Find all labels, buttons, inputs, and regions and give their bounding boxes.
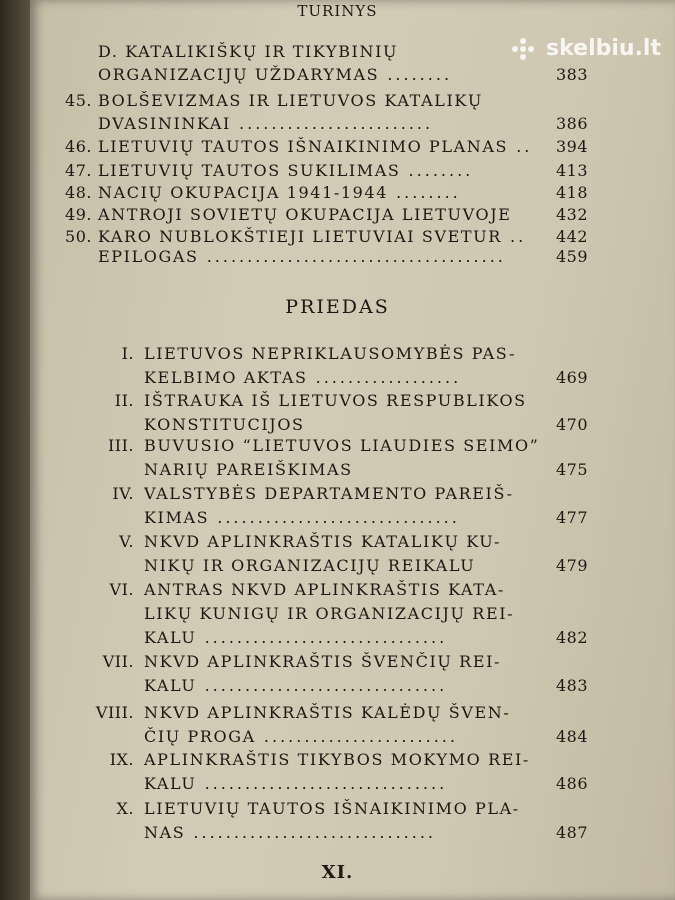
entry-page-number: 413: [556, 161, 589, 180]
entry-number: IV.: [112, 484, 134, 503]
entry-number: 50.: [65, 227, 92, 246]
entry-title-line: APLINKRAŠTIS TIKYBOS MOKYMO REI-: [144, 750, 530, 769]
entry-title-line: LIETUVIŲ TAUTOS IŠNAIKINIMO PLA-: [144, 799, 520, 818]
page-header: TURINYS: [297, 2, 378, 20]
dot-leader: ..............................: [209, 508, 460, 527]
entry-number: IX.: [109, 750, 134, 769]
entry-number: X.: [116, 799, 134, 818]
entry-title-line: NACIŲ OKUPACIJA 1941-1944 ........: [98, 183, 461, 202]
entry-page-number: 479: [556, 556, 589, 575]
entry-number: VIII.: [95, 703, 134, 722]
entry-title-line: EPILOGAS .....................................: [98, 247, 506, 266]
entry-page-number: 418: [556, 183, 589, 202]
dot-leader: ........: [387, 183, 461, 202]
entry-title-line: KIMAS ..............................: [144, 508, 460, 527]
entry-title-line: ANTRAS NKVD APLINKRAŠTIS KATA-: [144, 580, 505, 599]
entry-page-number: 386: [556, 114, 589, 133]
entry-title-line: ČIŲ PROGA ........................: [144, 727, 458, 746]
entry-number: 48.: [65, 183, 92, 202]
entry-title-line: NIKŲ IR ORGANIZACIJŲ REIKALU: [144, 556, 476, 575]
entry-number: III.: [107, 436, 134, 455]
entry-title-line: BUVUSIO “LIETUVOS LIAUDIES SEIMO”: [144, 436, 540, 455]
entry-title-line: IŠTRAUKA IŠ LIETUVOS RESPUBLIKOS: [144, 391, 527, 410]
entry-page-number: 394: [556, 137, 589, 156]
entry-page-number: 469: [556, 368, 589, 387]
entry-title-line: KELBIMO AKTAS ..................: [144, 368, 462, 387]
entry-title-line: KONSTITUCIJOS: [144, 415, 305, 434]
entry-title-line: LIETUVOS NEPRIKLAUSOMYBĖS PAS-: [144, 344, 516, 363]
dot-leader: ..: [508, 137, 533, 156]
entry-page-number: 484: [556, 727, 589, 746]
entry-title-line: LIKŲ KUNIGŲ IR ORGANIZACIJŲ REI-: [144, 604, 515, 623]
entry-page-number: 482: [556, 628, 589, 647]
entry-title-line: LIETUVIŲ TAUTOS IŠNAIKINIMO PLANAS ..: [98, 137, 533, 156]
entry-title-line: ANTROJI SOVIETŲ OKUPACIJA LIETUVOJE: [98, 205, 512, 224]
entry-title-line: KALU ..............................: [144, 676, 448, 695]
entry-title-line: KALU ..............................: [144, 628, 448, 647]
entry-title-line: NKVD APLINKRAŠTIS ŠVENČIŲ REI-: [144, 652, 502, 671]
entry-page-number: 477: [556, 508, 589, 527]
entry-title-line: DVASININKAI ........................: [98, 114, 434, 133]
dot-leader: ........................: [255, 727, 458, 746]
dot-leader: ..............................: [196, 628, 448, 647]
entry-page-number: 487: [556, 823, 589, 842]
entry-title-line: KARO NUBLOKŠTIEJI LIETUVIAI SVETUR ..: [98, 227, 527, 246]
entry-page-number: 470: [556, 415, 589, 434]
entry-title-line: NAS ..............................: [144, 823, 436, 842]
entry-title-line: VALSTYBĖS DEPARTAMENTO PAREIŠ-: [144, 484, 514, 503]
entry-title-line: NARIŲ PAREIŠKIMAS: [144, 460, 353, 479]
watermark-text: skelbiu.lt: [546, 36, 661, 61]
entry-number: II.: [114, 391, 134, 410]
entry-number: I.: [121, 344, 134, 363]
page-number-footer: XI.: [321, 862, 354, 883]
dot-leader: ........................: [230, 114, 434, 133]
entry-title-line: KALU ..............................: [144, 774, 448, 793]
entry-page-number: 486: [556, 774, 589, 793]
entry-title-line: NKVD APLINKRAŠTIS KALĖDŲ ŠVEN-: [144, 703, 511, 722]
entry-number: 49.: [65, 205, 92, 224]
watermark: [512, 36, 661, 61]
entry-title-line: BOLŠEVIZMAS IR LIETUVOS KATALIKŲ: [98, 91, 484, 110]
entry-number: 47.: [65, 161, 92, 180]
entry-page-number: 483: [556, 676, 589, 695]
entry-number: V.: [119, 532, 134, 551]
entry-number: VII.: [102, 652, 134, 671]
dot-leader: ........: [400, 161, 474, 180]
entry-page-number: 383: [556, 65, 589, 84]
entry-page-number: 475: [556, 460, 589, 479]
dot-leader: ..............................: [196, 774, 448, 793]
entry-page-number: 442: [556, 227, 589, 246]
dot-leader: ..............................: [185, 823, 436, 842]
dot-leader: ..: [501, 227, 527, 246]
entry-page-number: 432: [556, 205, 589, 224]
dot-leader: .....................................: [198, 247, 506, 266]
entry-page-number: 459: [556, 247, 589, 266]
entry-number: 46.: [65, 137, 92, 156]
entry-title-line: NKVD APLINKRAŠTIS KATALIKŲ KU-: [144, 532, 502, 551]
entry-number: 45.: [65, 91, 92, 110]
entry-title-line: LIETUVIŲ TAUTOS SUKILIMAS ........: [98, 161, 474, 180]
dot-leader: ........: [379, 65, 453, 84]
entry-title-line: ORGANIZACIJŲ UŽDARYMAS ........: [98, 65, 453, 84]
watermark-logo-icon: [512, 38, 540, 60]
entry-title-line: D. KATALIKIŠKŲ IR TIKYBINIŲ: [98, 42, 399, 61]
entry-number: VI.: [109, 580, 134, 599]
dot-leader: ..................: [307, 368, 462, 387]
dot-leader: ..............................: [196, 676, 448, 695]
section-title: PRIEDAS: [285, 296, 390, 318]
